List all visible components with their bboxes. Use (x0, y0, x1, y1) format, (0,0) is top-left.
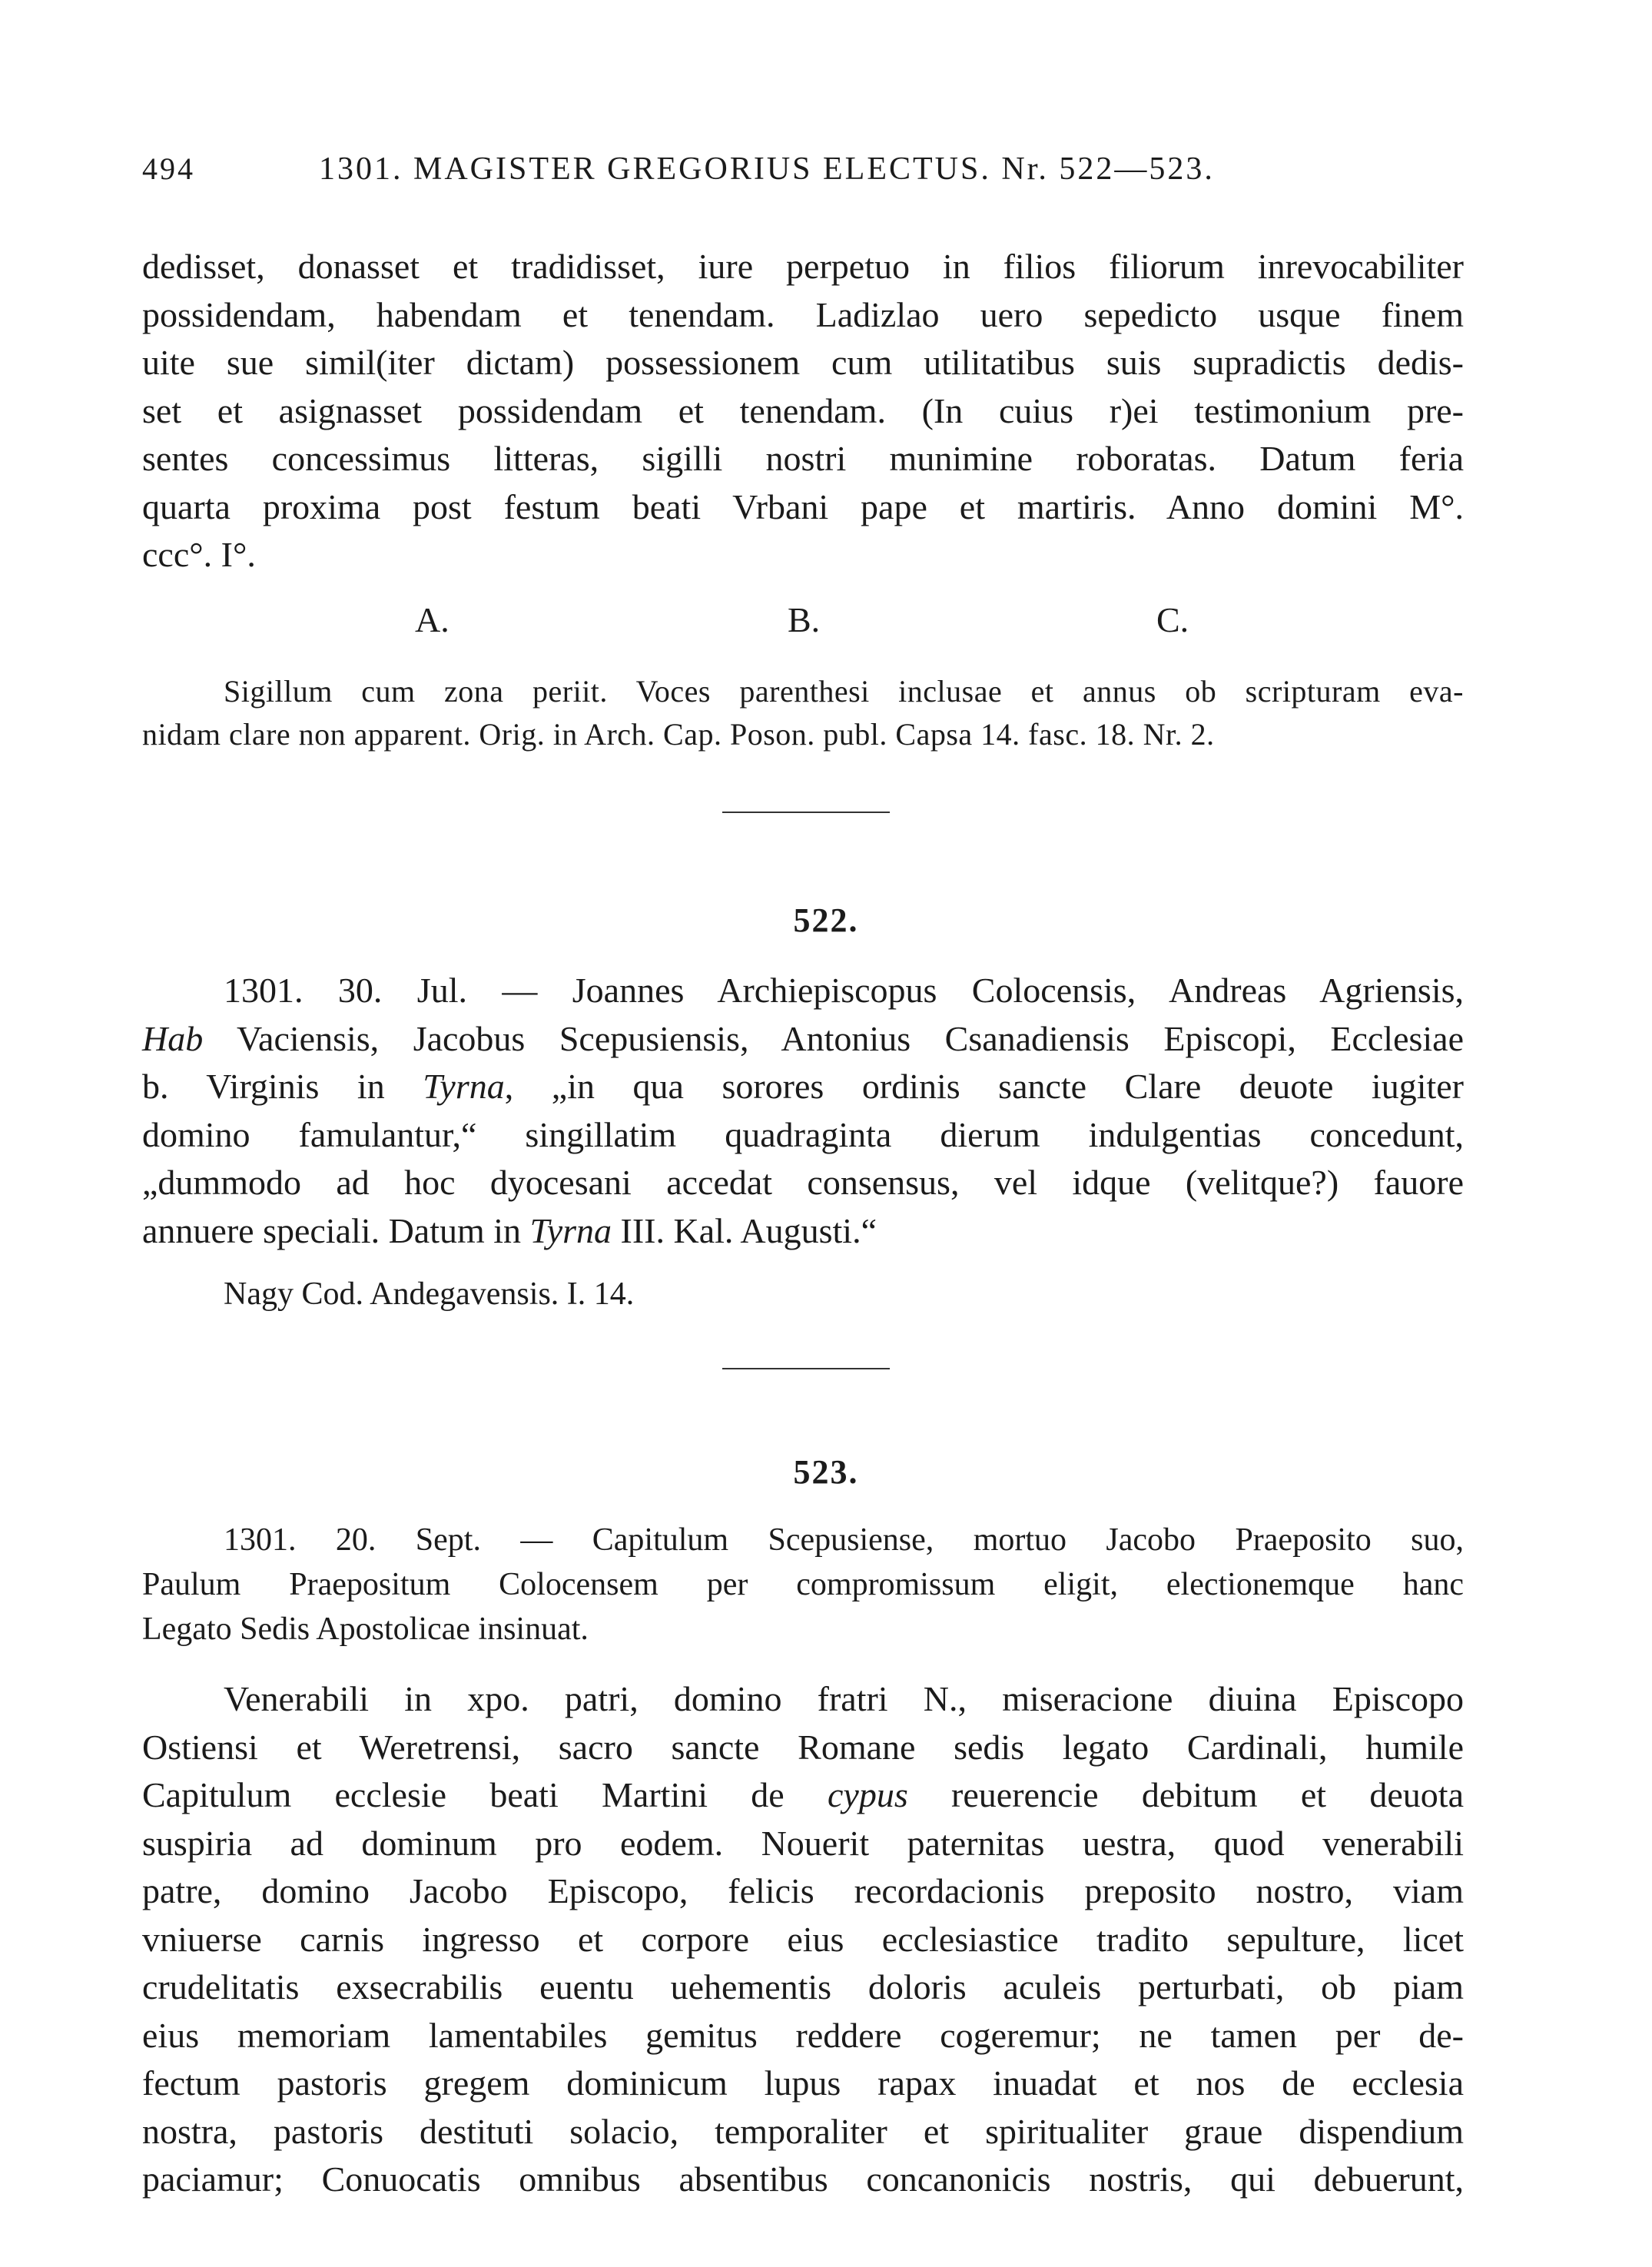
summary-line: 1301. 20. Sept. — Capitulum Scepusiense, mortuo Jacobo Praeposito suo, (224, 1522, 1464, 1558)
summary-line: Legato Sedis Apostolicae insinuat. (142, 1611, 589, 1647)
italic-place-name: Tyrna (529, 1210, 612, 1250)
text-line: nostra, pastoris destituti solacio, temporaliter et spiritualiter graue dispendium (142, 2111, 1464, 2151)
text-line: patre, domino Jacobo Episcopo, felicis recordacionis preposito nostro, viam (142, 1871, 1464, 1910)
text-line: „dummodo ad hoc dyocesani accedat consensus, vel idque (velitque?) fauore (142, 1163, 1464, 1202)
summary-line: Paulum Praepositum Colocensem per compromissum eligit, electionemque hanc (142, 1567, 1464, 1602)
text-line: b. Virginis in Tyrna, „in qua sorores ordinis sancte Clare deuote iugiter (142, 1067, 1464, 1106)
text-line: suspiria ad dominum pro eodem. Nouerit paternitas uestra, quod venerabili (142, 1823, 1464, 1863)
page-number: 494 (142, 151, 195, 186)
text-line: fectum pastoris gregem dominicum lupus rapax inuadat et nos de ecclesia (142, 2063, 1464, 2103)
text-line: Ostiensi et Weretrensi, sacro sancte Romane sedis legato Cardinali, humile (142, 1727, 1464, 1767)
text-line: paciamur; Conuocatis omnibus absentibus concanonicis nostris, qui debuerunt, (142, 2159, 1464, 2199)
text-line: sentes concessimus litteras, sigilli nostri munimine roboratas. Datum feria (142, 439, 1464, 478)
section-523-summary (142, 1518, 1464, 1651)
text-line: possidendam, habendam et tenendam. Ladizlao uero sepedicto usque finem (142, 294, 1464, 334)
text-line: eius memoriam lamentabiles gemitus reddere cogeremur; ne tamen per de- (142, 2015, 1464, 2055)
marker-b: B. (788, 600, 821, 639)
source-citation-522: Nagy Cod. Andegavensis. I. 14. (224, 1276, 635, 1312)
section-522-regest (142, 967, 1464, 1255)
marker-a: A. (415, 600, 449, 639)
running-header (142, 151, 1464, 197)
text-line: Capitulum ecclesie beati Martini de cypus reuerencie debitum et deuota (142, 1775, 1464, 1814)
text-line: domino famulantur,“ singillatim quadraginta dierum indulgentias concedunt, (142, 1114, 1464, 1154)
marker-c: C. (1156, 600, 1189, 639)
text-line: set et asignasset possidendam et tenendam. (In cuius r)ei testimonium pre- (142, 390, 1464, 430)
note-line: Sigillum cum zona periit. Voces parenthesi inclusae et annus ob scripturam eva- (224, 674, 1464, 709)
italic-word: cypus (828, 1775, 908, 1814)
section-number-522: 522. (793, 901, 859, 939)
chirograph-markers (142, 599, 1464, 646)
section-523-letter (142, 1675, 1464, 2204)
continued-charter-text (142, 243, 1464, 579)
text-line: Hab Vaciensis, Jacobus Scepusiensis, Antonius Csanadiensis Episcopi, Ecclesiae (142, 1018, 1465, 1058)
text-line: vniuerse carnis ingresso et corpore eius ecclesiastice tradito sepulture, licet (142, 1919, 1464, 1959)
note-line: nidam clare non apparent. Orig. in Arch. Cap. Poson. publ. Capsa 14. fasc. 18. Nr. 2. (142, 717, 1215, 752)
text-line: ccc°. I°. (142, 535, 256, 574)
text-line: 1301. 30. Jul. — Joannes Archiepiscopus Colocensis, Andreas Agriensis, (224, 971, 1464, 1010)
italic-word: Hab (142, 1018, 204, 1058)
editorial-note (142, 670, 1464, 756)
section-number-523: 523. (793, 1453, 859, 1491)
text-line: uite sue simil(iter dictam) possessionem cum utilitatibus suis supradictis dedis- (142, 343, 1464, 382)
section-divider (722, 1368, 890, 1369)
text-line: dedisset, donasset et tradidisset, iure perpetuo in filios filiorum inrevocabiliter (142, 247, 1464, 286)
text-line: annuere speciali. Datum in Tyrna III. Kal. Augusti.“ (142, 1210, 877, 1250)
text-line: Venerabili in xpo. patri, domino fratri N., miseracione diuina Episcopo (224, 1679, 1464, 1718)
italic-place-name: Tyrna (423, 1067, 505, 1106)
text-line: crudelitatis exsecrabilis euentu uehementis doloris aculeis perturbati, ob piam (142, 1967, 1464, 2006)
section-divider (722, 812, 890, 813)
running-title: 1301. MAGISTER GREGORIUS ELECTUS. Nr. 522—523. (319, 151, 1215, 187)
text-line: quarta proxima post festum beati Vrbani pape et martiris. Anno domini M°. (142, 486, 1464, 526)
